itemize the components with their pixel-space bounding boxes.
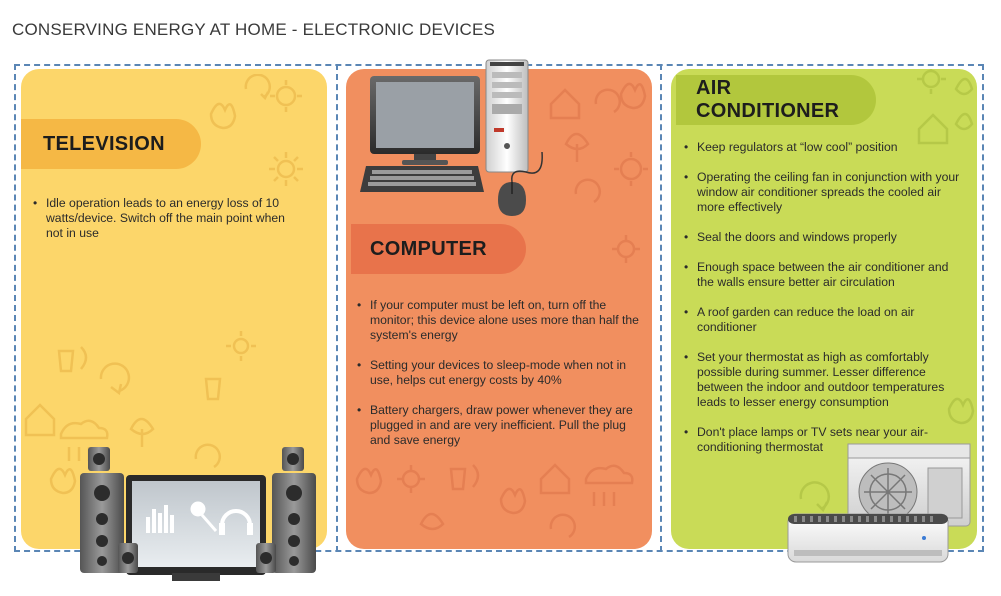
television-heading: TELEVISION (21, 119, 201, 169)
home-theater-illustration (76, 445, 316, 585)
list-item: • A roof garden can reduce the load on air conditioner (684, 305, 964, 335)
sun-icon (256, 144, 316, 194)
list-item: • Operating the ceiling fan in conjunction with your window air conditioner spreads the cooled air more effectively (684, 170, 964, 215)
list-item: • Idle operation leads to an energy loss of 10 watts/device. Switch off the main point when not in use (33, 196, 288, 241)
computer-heading: COMPUTER (351, 224, 526, 274)
list-item: • If your computer must be left on, turn off the monitor; this device alone uses more than half the system's energy (357, 298, 642, 343)
eco-pattern-icon (351, 449, 651, 549)
list-item: • Seal the doors and windows properly (684, 230, 964, 245)
eco-pattern-icon (546, 74, 651, 284)
list-item: • Battery chargers, draw power whenever they are plugged in and are very inefficient. Pull the plug and save energy (357, 403, 642, 448)
eco-pattern-icon (191, 74, 321, 144)
list-item: • Don't place lamps or TV sets near your air-conditioning thermostat (684, 425, 964, 455)
page-title: CONSERVING ENERGY AT HOME - ELECTRONIC DEVICES (12, 20, 496, 39)
panel-divider (336, 64, 338, 552)
television-tips (33, 196, 288, 256)
sun-icon (216, 324, 266, 369)
list-item: • Set your thermostat as high as comfortably possible during summer. Lesser difference between the indoor and outdoor temperatures leads to lesser energy consumption (684, 350, 964, 410)
air-conditioner-illustration (784, 438, 976, 570)
panel-divider (660, 64, 662, 552)
list-item: • Setting your devices to sleep-mode when not in use, helps cut energy costs by 40% (357, 358, 642, 388)
air-conditioner-heading: AIR CONDITIONER (676, 75, 876, 125)
computer-tips (357, 298, 642, 463)
air-conditioner-tips (684, 140, 964, 470)
desktop-computer-illustration (362, 56, 552, 221)
list-item: • Enough space between the air conditioner and the walls ensure better air circulation (684, 260, 964, 290)
list-item: • Keep regulators at “low cool” position (684, 140, 964, 155)
